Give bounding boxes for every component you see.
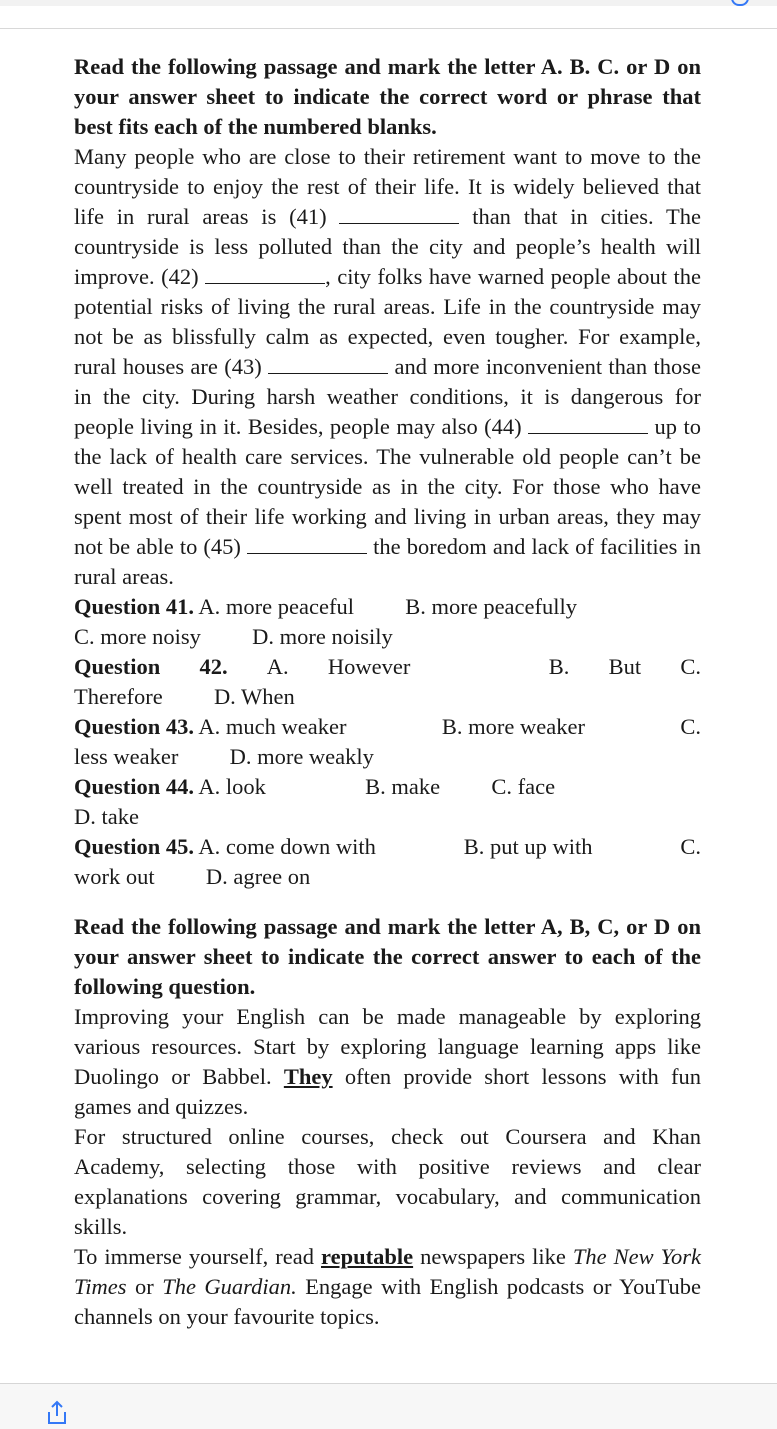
option-a: A. come down with	[198, 834, 376, 859]
passage-text: and more inconvenient than those in the city. During harsh weather conditions, it is dangerous for people living in it. Besides, people may also (44)	[74, 354, 702, 439]
section2-p1	[74, 1002, 701, 1122]
question-label: Question 43.	[74, 714, 195, 739]
option-d: D. more weakly	[229, 744, 374, 769]
passage-text: Many people who are close to their retirement want to move to the countryside to enjoy the rest of their life. It is widely believed that life in rural areas is (41)	[74, 144, 701, 229]
question-43	[74, 712, 701, 742]
option-c: C.	[680, 654, 701, 679]
blank-41	[339, 205, 459, 224]
question-label: Question 41.	[74, 594, 195, 619]
passage-text: than that in cities. The countryside is less polluted than the city and people’s health will improve. (42)	[74, 204, 701, 289]
italic-title: The New York Times	[74, 1244, 702, 1299]
bottom-toolbar	[0, 1383, 777, 1429]
question-42-line2	[74, 682, 701, 712]
passage-text: Engage with English podcasts or YouTube channels on your favourite topics.	[74, 1274, 702, 1329]
option-b: B. more weaker	[441, 714, 585, 739]
question-45	[74, 832, 701, 862]
question-42: Question 42. A. However B. But C.	[74, 652, 701, 682]
question-43-line2	[74, 742, 701, 772]
underlined-word: They	[283, 1064, 333, 1089]
option-d: D. agree on	[205, 864, 311, 889]
question-44	[74, 772, 701, 832]
passage-text: often provide short lessons with fun games and quizzes.	[74, 1064, 702, 1119]
question-label: Question 44.	[74, 774, 195, 799]
option-c: C. face	[491, 774, 556, 799]
option-b: B. more peacefully	[405, 594, 578, 619]
section2-heading: Read the following passage and mark the letter A, B, C, or D on your answer sheet to indicate the correct answer to each of the following question.	[74, 914, 701, 999]
section1-heading: Read the following passage and mark the letter A. B. C. or D on your answer sheet to indicate the correct word or phrase that best fits each of the numbered blanks.	[74, 54, 701, 139]
option-c: C.	[680, 714, 701, 739]
italic-title: The Guardian.	[162, 1274, 297, 1299]
passage-text: Improving your English can be made manageable by exploring various resources. Start by exploring language learning apps like Duolingo or Babbel.	[74, 1004, 701, 1089]
option-c-text: Therefore	[74, 684, 163, 709]
option-a: A. look	[198, 774, 266, 799]
option-b: B. put up with	[463, 834, 593, 859]
blank-42	[205, 265, 325, 284]
option-b: B. make	[365, 774, 441, 799]
share-icon[interactable]	[44, 1400, 70, 1426]
top-bar	[0, 0, 777, 29]
passage-text: the boredom and lack of facilities in rural areas.	[74, 534, 702, 589]
passage-text: up to the lack of health care services. The vulnerable old people can’t be well treated in the countryside as in the city. For those who have spent most of their life working and living in urban areas, they may not be able to (45)	[74, 414, 701, 559]
top-sliver	[0, 0, 777, 6]
option-d: D. more noisily	[252, 624, 393, 649]
blank-43	[268, 355, 388, 374]
option-d: D. take	[74, 804, 139, 829]
blank-45	[247, 535, 367, 554]
blank-44	[528, 415, 648, 434]
option-a: A. much weaker	[198, 714, 347, 739]
underlined-word: reputable	[321, 1244, 414, 1269]
option-d: D. When	[213, 684, 295, 709]
question-41	[74, 592, 701, 652]
passage-text: , city folks have warned people about the potential risks of living the rural areas. Life in the countryside may not be as blissfully calm as expected, even tougher. For example, rural houses are (43)	[74, 264, 702, 379]
option-c: C. more noisy	[74, 624, 201, 649]
passage-text: To immerse yourself, read	[74, 1244, 314, 1269]
option-c: C.	[680, 834, 701, 859]
section2-p3	[74, 1242, 701, 1332]
passage-text: newspapers like	[420, 1244, 566, 1269]
section1-passage	[74, 142, 701, 592]
option-c-text: work out	[74, 864, 155, 889]
document-content	[74, 52, 701, 1332]
passage-text: or	[134, 1274, 154, 1299]
option-a: A. more peaceful	[198, 594, 354, 619]
question-45-line2	[74, 862, 701, 892]
section2-p2: For structured online courses, check out Coursera and Khan Academy, selecting those with positive reviews and clear explanations covering grammar, vocabulary, and communication skills.	[74, 1124, 701, 1239]
question-label: Question 45.	[74, 834, 195, 859]
option-c-text: less weaker	[74, 744, 179, 769]
